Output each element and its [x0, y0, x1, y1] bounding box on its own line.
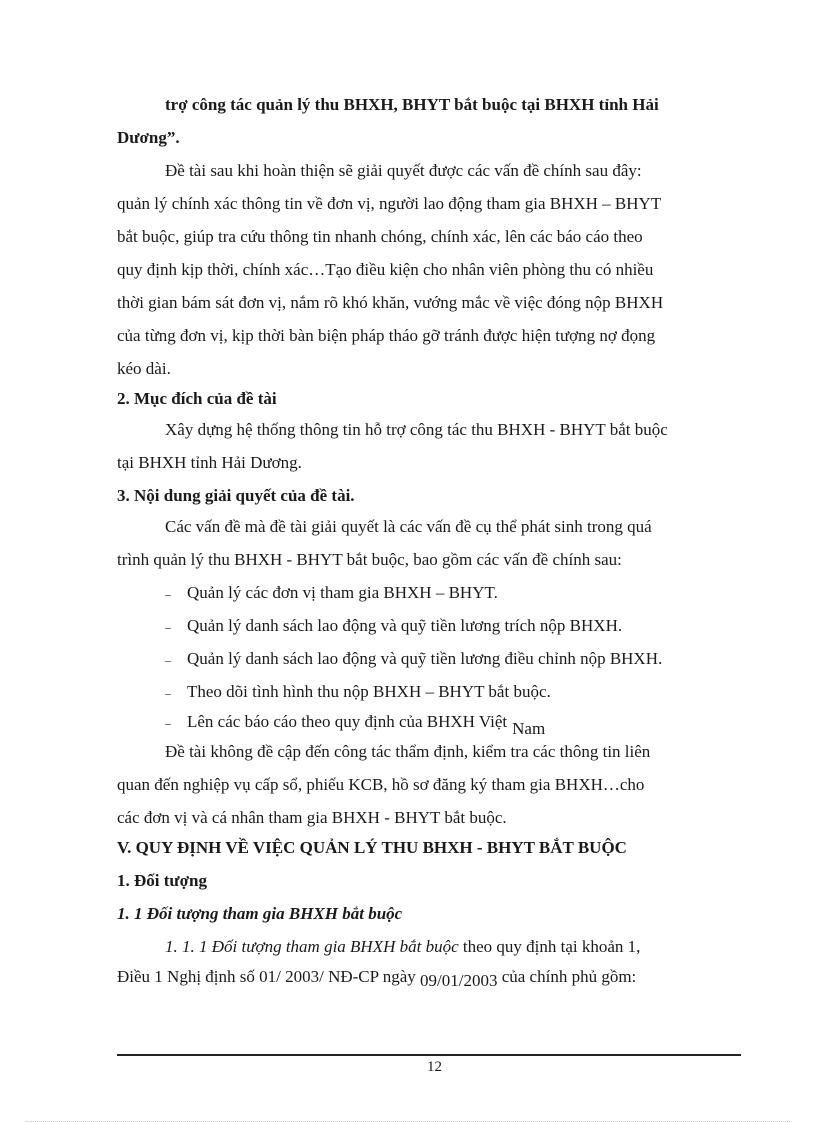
- list-item: [165, 712, 546, 738]
- list-item: [165, 649, 662, 670]
- section-heading: 1. Đối tượng: [117, 871, 207, 890]
- decree-date: 09/01/2003: [420, 971, 498, 990]
- footer-rule: [117, 1054, 741, 1056]
- bullet-dash: –: [165, 716, 171, 730]
- paragraph-text: của chính phủ gồm:: [497, 967, 637, 986]
- list-item-text: Theo dõi tình hình thu nộp BHXH – BHYT bắt buộc.: [187, 682, 551, 701]
- section-heading: 2. Mục đích của đề tài: [117, 389, 277, 408]
- paragraph-line: Đề tài sau khi hoàn thiện sẽ giải quyết được các vấn đề chính sau đây:: [165, 161, 642, 180]
- paragraph-line: quan đến nghiệp vụ cấp sổ, phiếu KCB, hồ sơ đăng ký tham gia BHXH…cho: [117, 775, 645, 794]
- paragraph-line: Các vấn đề mà đề tài giải quyết là các vấn đề cụ thể phát sinh trong quá: [165, 517, 652, 536]
- paragraph-line: trình quản lý thu BHXH - BHYT bắt buộc, bao gồm các vấn đề chính sau:: [117, 550, 622, 569]
- paragraph-line: các đơn vị và cá nhân tham gia BHXH - BHYT bắt buộc.: [117, 808, 507, 827]
- list-item: [165, 616, 622, 637]
- paragraph-line: Đề tài không đề cập đến công tác thẩm định, kiểm tra các thông tin liên: [165, 742, 651, 761]
- paragraph-line: trợ công tác quản lý thu BHXH, BHYT bắt buộc tại BHXH tỉnh Hải: [165, 95, 659, 114]
- bullet-dash: –: [165, 686, 171, 700]
- page-bottom-dotted-border: [26, 1121, 790, 1122]
- list-item-text: Quản lý các đơn vị tham gia BHXH – BHYT.: [187, 583, 498, 602]
- paragraph-line: của từng đơn vị, kịp thời bàn biện pháp tháo gỡ tránh được hiện tượng nợ đọng: [117, 326, 656, 345]
- subsection-heading: 1. 1 Đối tượng tham gia BHXH bắt buộc: [117, 904, 403, 923]
- chapter-heading: V. QUY ĐỊNH VỀ VIỆC QUẢN LÝ THU BHXH - BHYT BẮT BUỘC: [117, 838, 627, 857]
- list-item: [165, 682, 551, 703]
- list-item: [165, 583, 498, 604]
- inline-subheading: 1. 1. 1 Đối tượng tham gia BHXH bắt buộc: [165, 937, 459, 956]
- list-item-text: Quản lý danh sách lao động và quỹ tiền lương trích nộp BHXH.: [187, 616, 623, 635]
- paragraph-line: quy định kịp thời, chính xác…Tạo điều kiện cho nhân viên phòng thu có nhiều: [117, 260, 654, 279]
- page-number: 12: [427, 1059, 442, 1075]
- list-item-text: Quản lý danh sách lao động và quỹ tiền lương điều chỉnh nộp BHXH.: [187, 649, 663, 668]
- paragraph-line: [165, 937, 640, 957]
- bullet-dash: –: [165, 587, 171, 601]
- paragraph-line: tại BHXH tỉnh Hải Dương.: [117, 453, 302, 472]
- paragraph-line: bắt buộc, giúp tra cứu thông tin nhanh chóng, chính xác, lên các báo cáo theo: [117, 227, 643, 246]
- paragraph-line: kéo dài.: [117, 359, 171, 378]
- paragraph-line: Xây dựng hệ thống thông tin hỗ trợ công tác thu BHXH - BHYT bắt buộc: [165, 420, 668, 439]
- bullet-dash: –: [165, 620, 171, 634]
- paragraph-text: Điều 1 Nghị định số 01/ 2003/ NĐ-CP ngày: [117, 967, 421, 986]
- paragraph-line: thời gian bám sát đơn vị, nắm rõ khó khăn, vướng mắc về việc đóng nộp BHXH: [117, 293, 664, 312]
- paragraph-line: Dương”.: [117, 128, 180, 147]
- section-heading: 3. Nội dung giải quyết của đề tài.: [117, 486, 355, 505]
- list-item-text: Lên các báo cáo theo quy định của BHXH Việt: [187, 712, 508, 731]
- paragraph-text: theo quy định tại khoản 1,: [458, 937, 641, 956]
- paragraph-line: [117, 967, 637, 990]
- list-item-text-tail: Nam: [512, 719, 546, 738]
- bullet-dash: –: [165, 653, 171, 667]
- paragraph-line: quản lý chính xác thông tin về đơn vị, người lao động tham gia BHXH – BHYT: [117, 194, 662, 213]
